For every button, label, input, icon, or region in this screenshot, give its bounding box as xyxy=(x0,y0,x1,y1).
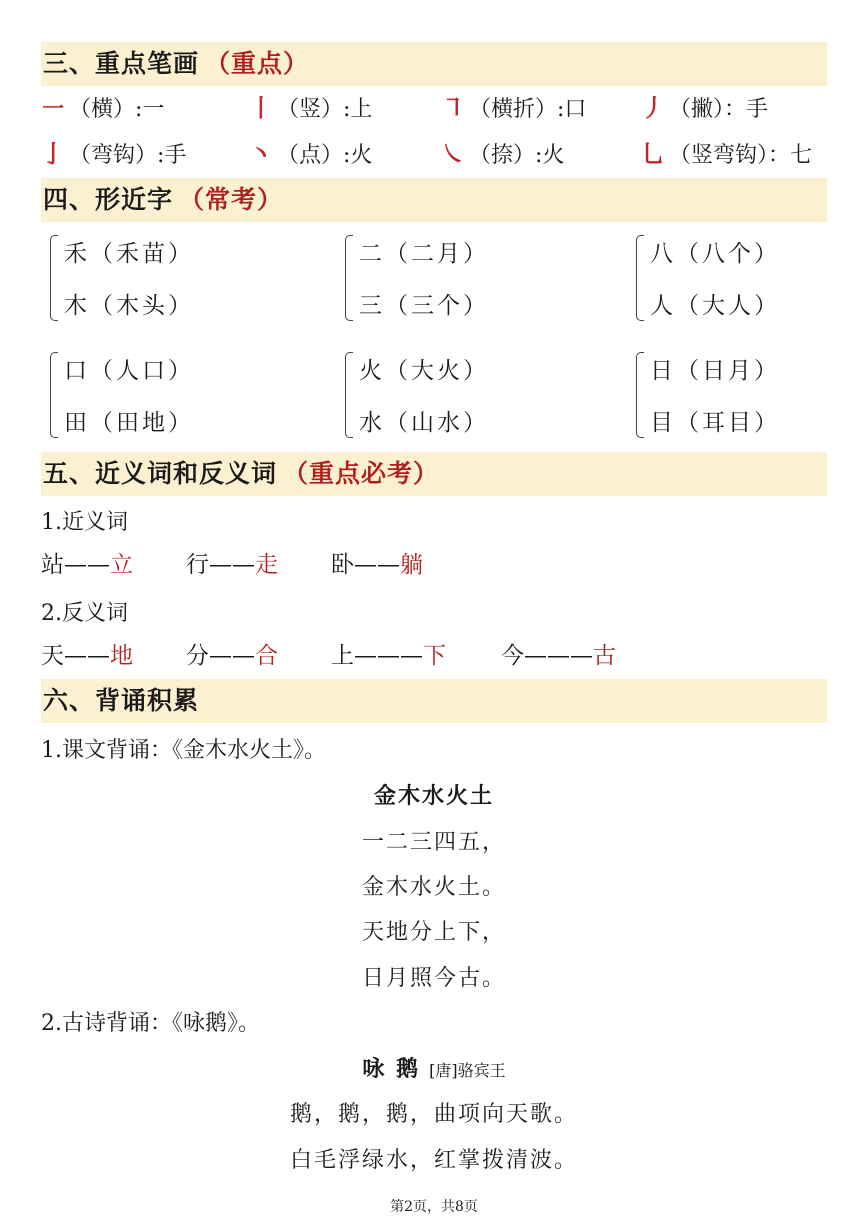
stroke-label: （点）:火 xyxy=(277,143,373,168)
antonym-word: 天—— xyxy=(41,643,110,669)
antonym-row xyxy=(41,640,827,672)
similar-char-b: 目（耳目） xyxy=(650,410,780,436)
poem-2-title: 咏 鹅 xyxy=(362,1057,421,1082)
stroke-item xyxy=(41,92,164,126)
stroke-label: （横折）:口 xyxy=(469,97,587,122)
antonym-item xyxy=(331,640,446,672)
stroke-glyph: 乚 xyxy=(641,139,665,168)
stroke-label: （竖）:上 xyxy=(277,97,373,122)
synonym-answer: 走 xyxy=(255,552,278,578)
similar-char-b: 三（三个） xyxy=(359,293,489,319)
poem-1-line: 天地分上下， xyxy=(361,920,506,945)
section-3-header xyxy=(41,42,827,86)
synonym-answer: 躺 xyxy=(400,552,423,578)
synonym-word: 站—— xyxy=(41,552,110,578)
synonym-row xyxy=(41,549,827,581)
section-5-header xyxy=(41,452,827,496)
stroke-glyph: 丿 xyxy=(641,93,665,122)
stroke-row-2 xyxy=(41,138,827,170)
stroke-glyph: ㇕ xyxy=(441,93,465,122)
poem-2-author: [唐]骆宾王 xyxy=(429,1061,506,1080)
synonym-item xyxy=(41,549,133,581)
stroke-item xyxy=(441,138,564,172)
stroke-item xyxy=(249,92,372,126)
brace xyxy=(345,235,353,321)
stroke-item xyxy=(641,92,768,126)
stroke-glyph: 丶 xyxy=(249,139,273,168)
similar-char-b: 田（田地） xyxy=(64,410,194,436)
poem-2-line: 鹅，鹅，鹅，曲项向天歌。 xyxy=(289,1102,578,1127)
section-5-tag: （重点必考） xyxy=(283,459,440,488)
antonym-word: 分—— xyxy=(186,643,255,669)
similar-char-b: 木（木头） xyxy=(64,293,194,319)
brace xyxy=(636,235,644,321)
antonym-item xyxy=(41,640,133,672)
section-4-title: 四、形近字 xyxy=(43,185,174,214)
similar-char-a: 日（日月） xyxy=(650,358,780,384)
section-4-tag: （常考） xyxy=(179,185,284,214)
section-6-title: 六、背诵积累 xyxy=(43,686,200,715)
poem-1-line: 金木水火土。 xyxy=(361,875,506,900)
stroke-item xyxy=(41,138,186,172)
recite-text-label: 1.课文背诵：《金木水火土》。 xyxy=(41,738,326,763)
antonym-answer: 合 xyxy=(255,643,278,669)
stroke-label: （弯钩）:手 xyxy=(69,143,187,168)
antonym-word: 上——— xyxy=(331,643,423,669)
stroke-glyph: ㇏ xyxy=(441,139,465,168)
synonym-item xyxy=(331,549,423,581)
synonym-word: 卧—— xyxy=(331,552,400,578)
similar-char-a: 火（大火） xyxy=(359,358,489,384)
antonym-answer: 下 xyxy=(423,643,446,669)
poem-1-line: 一二三四五， xyxy=(361,830,506,855)
stroke-row-1 xyxy=(41,92,827,124)
poem-1-line: 日月照今古。 xyxy=(361,966,506,991)
antonym-word: 今——— xyxy=(501,643,593,669)
synonym-item xyxy=(186,549,278,581)
section-5-title: 五、近义词和反义词 xyxy=(43,459,278,488)
antonym-answer: 古 xyxy=(593,643,616,669)
poem-1-title: 金木水火土 xyxy=(373,784,494,809)
similar-char-a: 八（八个） xyxy=(650,241,780,267)
brace xyxy=(50,352,58,438)
stroke-glyph: 丨 xyxy=(249,93,273,122)
stroke-item xyxy=(441,92,586,126)
stroke-item xyxy=(249,138,372,172)
stroke-label: （横）:一 xyxy=(69,97,165,122)
similar-char-b: 水（山水） xyxy=(359,410,489,436)
stroke-glyph: ㇐ xyxy=(41,93,65,122)
similar-char-a: 禾（禾苗） xyxy=(64,241,194,267)
section-6-header xyxy=(41,679,827,723)
antonym-answer: 地 xyxy=(110,643,133,669)
antonym-item xyxy=(501,640,616,672)
antonym-item xyxy=(186,640,278,672)
antonym-label: 2.反义词 xyxy=(41,601,128,626)
page-number: 第2页，共8页 xyxy=(390,1199,478,1215)
synonym-answer: 立 xyxy=(110,552,133,578)
synonym-word: 行—— xyxy=(186,552,255,578)
stroke-label: （捺）:火 xyxy=(469,143,565,168)
synonym-label: 1.近义词 xyxy=(41,510,128,535)
brace xyxy=(50,235,58,321)
poem-2-heading xyxy=(0,1052,868,1083)
similar-char-a: 二（二月） xyxy=(359,241,489,267)
section-3-title: 三、重点笔画 xyxy=(43,49,200,78)
stroke-glyph: 亅 xyxy=(41,139,65,168)
poem-2-line: 白毛浮绿水，红掌拨清波。 xyxy=(289,1148,578,1173)
recite-poem-label: 2.古诗背诵：《咏鹅》。 xyxy=(41,1011,260,1036)
section-3-tag: （重点） xyxy=(205,49,310,78)
stroke-label: （竖弯钩）：七 xyxy=(669,143,813,168)
stroke-item xyxy=(641,138,812,172)
section-4-header xyxy=(41,178,827,222)
brace xyxy=(636,352,644,438)
similar-char-b: 人（大人） xyxy=(650,293,780,319)
similar-char-a: 口（人口） xyxy=(64,358,194,384)
brace xyxy=(345,352,353,438)
stroke-label: （撇）：手 xyxy=(669,97,769,122)
